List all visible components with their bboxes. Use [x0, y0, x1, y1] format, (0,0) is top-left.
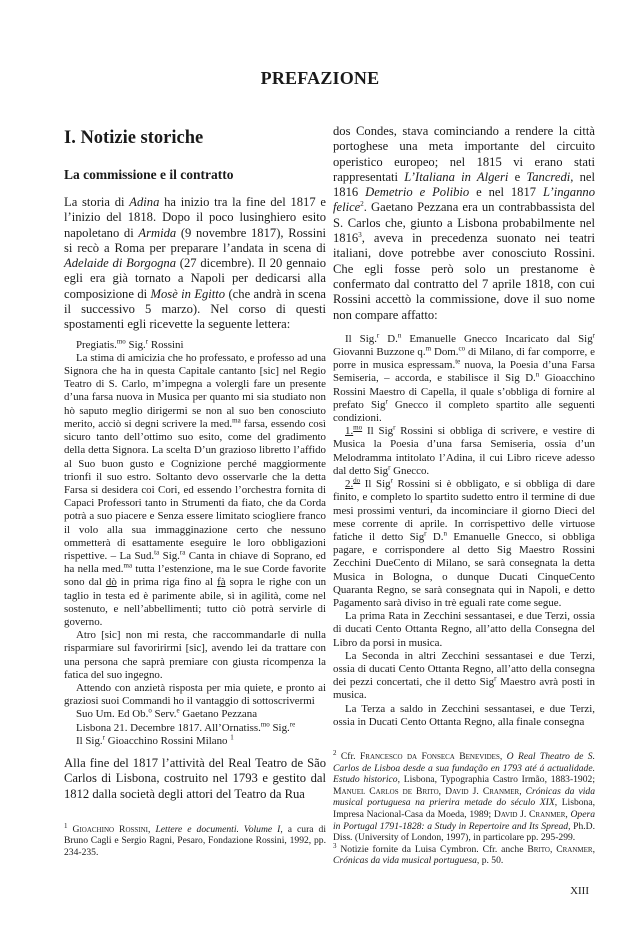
text-run: Notizie fornite da Luisa Cymbron. Cfr. anche	[336, 843, 528, 855]
cited-title: Crónicas da vida musical portuguesa	[333, 855, 477, 867]
footnotes-right	[333, 748, 596, 867]
text-run: Emanuelle Gnecco, si obbliga pagare, e corrispondere al detto Sig Maestro Rossini Zecchini DueCento di Milano, se sarà consegnata la detta Musica in Bologna, o dunque Ducati CinqueCento Quaranta Regno, se sarà consegnata qui in Napoli, e detto Pagamento sarà diviso in trè eguali rate come segue.	[333, 530, 595, 609]
text-run: Il Sig	[362, 425, 394, 438]
abbrev-sup: re	[289, 719, 296, 728]
work-title: Adina	[129, 195, 160, 209]
text-run: nuova, la Poesia d’una Farsa Semiseria, – accorda, e stabilisce il Sig D.	[333, 359, 595, 385]
text-run: (9 novembre 1817), Rossini si recò a Roma per preparare l’andata in scena di	[64, 225, 326, 255]
intro-paragraph	[64, 195, 326, 333]
contract-paragraph	[333, 650, 595, 703]
footnote-ref[interactable]: 2	[360, 200, 364, 209]
work-title: Armida	[138, 225, 177, 240]
cited-author: Gioachino Rossini	[72, 823, 149, 835]
text-run: Giovanni Buzzone q.	[333, 346, 426, 359]
text-run: , aveva in precedenza suonato nei teatri italiani, dove potrebbe aver conosciuto Rossini. Che egli fosse però solo un prestanome è confermato dal contratto del 7 aprile 1818, con cui Rossini accettò la commissione, dove il suo nome non compare affatto:	[333, 231, 595, 322]
text-run: , nel 1816	[333, 169, 596, 200]
abbrev-sup: r	[390, 476, 393, 485]
abbrev-sup: ra	[179, 548, 186, 557]
abbrev-sup: ma	[232, 416, 241, 425]
text-run: Sig.	[125, 338, 146, 351]
text-run: e	[508, 169, 527, 184]
section-heading: I. Notizie storiche	[64, 128, 204, 148]
text-run: Il Sig.	[345, 332, 377, 345]
abbrev-sup: r	[376, 331, 380, 340]
abbrev-sup: r	[424, 529, 427, 538]
text-run: (che andrà in scena il successivo 5 marzo). Nel corso di questi spostamenti egli ricevette la seguente lettera:	[64, 286, 327, 332]
text-run: dos Condes, stava cominciando a rendere la città portoghese una meta importante del circuito operistico europeo; nel 1815 vi erano stati rappresentati	[333, 124, 595, 184]
letter-addressee	[64, 735, 326, 748]
clause-number: 1.	[345, 425, 354, 438]
work-title: L’Italiana in Algeri	[404, 169, 509, 184]
footnote-number: 2	[333, 748, 337, 757]
text-run: Sig.	[159, 549, 180, 562]
text-run: Rossini si è obbligato, e si obbliga di dare finito, e completo lo spartito sudetto entro il termine di due mesi prossimi venturi, da incominciare il giorno Dieci del mese corrente di aprile. In corrispettivo delle virtuose fatiche il detto Sig	[333, 478, 595, 543]
text-run: Maestro avrà posti in musica.	[333, 676, 596, 702]
text-run: Pregiatis.	[76, 338, 117, 351]
text-run: Cfr.	[336, 750, 360, 762]
abbrev-sup: r	[494, 674, 497, 683]
text-run: ha inizio tra la fine del 1817 e l’inizio del 1818. Dopo il poco lusinghiero esito napoletano di	[64, 195, 326, 240]
text-run: (27 dicembre). Il 20 gennaio egli era già tornato a Napoli per dedicarsi alla composizione di	[64, 256, 326, 301]
text-run: Il Sig.	[76, 734, 103, 747]
abbrev-sup: r	[393, 423, 396, 432]
quoted-letter	[64, 339, 326, 748]
text-run: Gnecco.	[390, 464, 430, 477]
subsection-heading: La commissione e il contratto	[64, 167, 234, 182]
text-run: Gnecco il completo spartito alle seguenti condizioni.	[333, 398, 595, 425]
footnote-1: $^1$ Gioachino Rossini, Lettere e documenti. Volume I, a cura di Bruno Cagli e Sergio Ragni, Pesaro, Fondazione Rossini, 1992, pp. 234-235.	[64, 821, 326, 859]
text-run: ,	[565, 808, 571, 820]
abbrev-sup: ta	[154, 548, 160, 557]
work-title: Adelaide di Borgogna	[64, 256, 177, 271]
text-run: farsa, essendo così sicuro tanto dell’ottimo suo esito, come del gradimento della detta Signora. La scelta D’un grazioso libretto l’affido al Suo buon gusto e Cognizione perché maggiormente trionfi il suo estro. Soltanto devo osservarle che la detta Farsa si desidera coi Cori, ed essendo l’orchestra fornita di Capaci Professori tanto in Strumenti da fiato, che da Corda potrà a suo piacere e Senza essere limitato sciogliere franco il volo alla sua immagginazione certo che nessuno ommetterà di esattamente eseguire le loro obbligazioni rispettive. – La Sud.	[64, 417, 327, 562]
text-run: in prima riga fino al	[116, 576, 218, 589]
abbrev-sup: r	[102, 733, 105, 742]
footnote-3	[333, 841, 595, 867]
work-title: Demetrio e Polibio	[365, 185, 470, 200]
abbrev-sup: mo	[116, 337, 126, 346]
text-run: La stima di amicizia che ho professato, e professo ad una Signora che ha in questa Capitale cantanto [sic] nel Regio Teatro di S. Carlo, m’impegna a volergli fare un presente d’una farsa nuova in Musica per quanto mi sia studiato non hò saputo meglio dirigermi se non al suo ben conosciuto merito, acciò si degni scrivere la med.	[64, 351, 326, 430]
body-paragraph	[333, 124, 595, 323]
underlined-note: fà	[217, 576, 226, 589]
abbrev-sup: e	[176, 706, 180, 715]
work-title: Tancredi	[526, 169, 571, 184]
text-run: Gioacchino Rossini Milano	[104, 734, 228, 747]
contract-paragraph: La Terza a saldo in Zecchini sessantasei, e due Terzi, ossia in Ducati Cento Ottanta Regno, alla finale consegna	[333, 702, 595, 728]
contract-paragraph	[333, 425, 595, 478]
text-run: e nel 1817	[469, 185, 543, 200]
text-run: ,	[592, 843, 595, 855]
text-run: , Lisbona, Typographia Castro Irmão, 1883-1902;	[397, 774, 595, 786]
letter-signature	[64, 708, 326, 721]
text-run: La Seconda in altri Zecchini sessantasei e due Terzi, ossia di ducati Cento Ottanta Regno, all’atto della consegna dei pezzi concertati, che il detto Sig	[333, 649, 595, 689]
footnote-number: 1	[64, 821, 68, 830]
text-run: Gaetano Pezzana	[179, 708, 258, 721]
text-run: D.	[426, 530, 444, 543]
abbrev-sup: r	[385, 397, 388, 406]
text-run: , p. 50.	[476, 855, 504, 867]
work-title: Mosè in Egitto	[150, 286, 226, 301]
text-run: Serv.	[151, 708, 177, 721]
two-column-body	[0, 89, 595, 867]
text-run: , Lisbona, Impresa Nacional-Casa da Moeda, 1989;	[333, 797, 595, 820]
abbrev-sup: r	[145, 337, 149, 346]
cited-author: David J. Cranmer	[445, 785, 520, 797]
abbrev-sup: mo	[353, 423, 363, 432]
text-run: , Ph.D. Diss. (University of London, 1997), in particolare pp. 295-299.	[333, 820, 595, 844]
cited-title: Lettere e documenti. Volume I	[155, 823, 281, 835]
footnote-ref[interactable]: 3	[358, 230, 362, 239]
footnote-ref[interactable]: 1	[230, 733, 234, 742]
underlined-note: dò	[105, 576, 117, 589]
left-column	[64, 124, 326, 867]
text-run: D.	[379, 332, 398, 345]
cited-author: Cranmer	[556, 843, 593, 855]
abbrev-sup: do	[353, 476, 361, 485]
text-run: Canta in chiave di Soprano, ed ha nella med.	[64, 549, 326, 576]
work-title: L’inganno felice	[333, 185, 595, 215]
text-run: Il Sig	[360, 478, 391, 491]
cited-author: Brito	[527, 843, 550, 855]
cited-author: Francesco da Fonseca Benevides	[359, 750, 500, 762]
page-footer	[0, 867, 595, 929]
right-column	[333, 124, 595, 867]
footnote-2	[333, 748, 596, 844]
text-run: Gioacchino Rossini Maestro di Capella, il quale s’obbliga di fornire al prefato Sig	[333, 372, 596, 411]
abbrev-sup: m	[425, 344, 432, 353]
page-title: PREFAZIONE	[260, 68, 380, 88]
contract-paragraph	[333, 333, 595, 425]
abbrev-sup: o	[148, 706, 152, 715]
cited-title: Opera in Portugal 1791-1828: a Study in Repertoire and Its Spread	[333, 808, 596, 832]
abbrev-sup: co	[458, 344, 466, 353]
text-run: Dom.	[431, 346, 459, 359]
abbrev-sup: n	[535, 370, 540, 379]
text-run: ,	[499, 750, 507, 762]
abbrev-sup: n	[397, 331, 402, 340]
abbrev-sup: te	[455, 357, 461, 366]
text-run: Sig.	[269, 721, 290, 734]
body-paragraph: Alla fine del 1817 l’attività del Real Teatro de São Carlos di Lisbona, costruito nel 1793 e gestito dal 1812 dalla società degli attori del Teatro da Rua	[64, 755, 326, 801]
text-run: ,	[519, 785, 526, 797]
text-run: La storia di	[64, 195, 130, 209]
cited-title: Crónicas da vida musical portuguesa na prierira metade do século XIX	[333, 785, 595, 809]
letter-paragraph	[64, 352, 326, 629]
text-run: , a cura di Bruno Cagli e Sergio Ragni, Pesaro, Fondazione Rossini, 1992, pp. 234-235.	[64, 823, 326, 859]
letter-paragraph: Attendo con anzietà risposta per mia quiete, e pronto ai graziosi suoi Commandi ho il vantaggio di sottoscrivermi	[64, 681, 326, 708]
letter-paragraph: Atro [sic] non mi resta, che raccommandarle di nulla risparmiare sul favoririrmi [sic], avendo lei da trattare con una persona che saprà premiare con giusta ricompenza la fatica del suo ingegno.	[64, 629, 326, 681]
abbrev-sup: r	[388, 463, 391, 472]
text-run: Rossini si obbliga di scrivere, e vestire di Musica la Poesia d’una farsa Semiseria, ossia d’un Melodramma intitolato l’Adina, il cui Libro riceve adesso dal detto Sig	[333, 425, 595, 477]
text-run: sopra le righe con un taglio in testa ed è parimente abile, sì in agilità, come nel sostenuto, e nell’abbellimenti; tutto ciò potrà servirle di governo.	[64, 576, 327, 628]
text-run: tutta l’estenzione, ma le sue Corde favorite sono dal	[64, 563, 326, 589]
text-run: . Gaetano Pezzana era un contrabbassista del S. Carlos che, giunto a Lisbona probabilmente nel 1816	[333, 200, 595, 246]
page-number: XIII	[570, 884, 589, 897]
abbrev-sup: ma	[123, 561, 133, 570]
text-run: Emanuelle Gnecco Incaricato dal Sig	[401, 332, 593, 345]
cited-title: O Real Theatro de S. Carlos de Lisboa desde a sua fundação en 1793 até á actualidade. Estudo historico	[333, 750, 595, 786]
text-run: Lisbona 21. Decembre 1817. All’Ornatiss.	[76, 721, 261, 734]
footnote-number: 3	[333, 841, 337, 850]
text-run: Rossini	[148, 338, 184, 351]
text-run: di Milano, di far comporre, e porre in musica espressam.	[333, 346, 595, 372]
contract-paragraph	[333, 478, 595, 610]
text-run: ,	[438, 785, 446, 797]
abbrev-sup: mo	[260, 719, 270, 728]
cited-author: David J. Cranmer	[493, 808, 566, 820]
letter-salutation	[64, 339, 326, 352]
cited-author: Manuel Carlos de Brito	[333, 785, 439, 797]
text-run: ,	[549, 843, 557, 855]
clause-number: 2.	[345, 478, 354, 491]
quoted-contract	[333, 333, 595, 729]
abbrev-sup: n	[443, 529, 447, 538]
abbrev-sup: r	[592, 331, 595, 340]
text-run: Suo Um. Ed Ob.	[76, 708, 149, 721]
contract-paragraph: La prima Rata in Zecchini sessantasei, e due Terzi, ossia di ducati Cento Ottanta Regno, all’atto della Consegna del Libro da porsi in musica.	[333, 610, 595, 649]
